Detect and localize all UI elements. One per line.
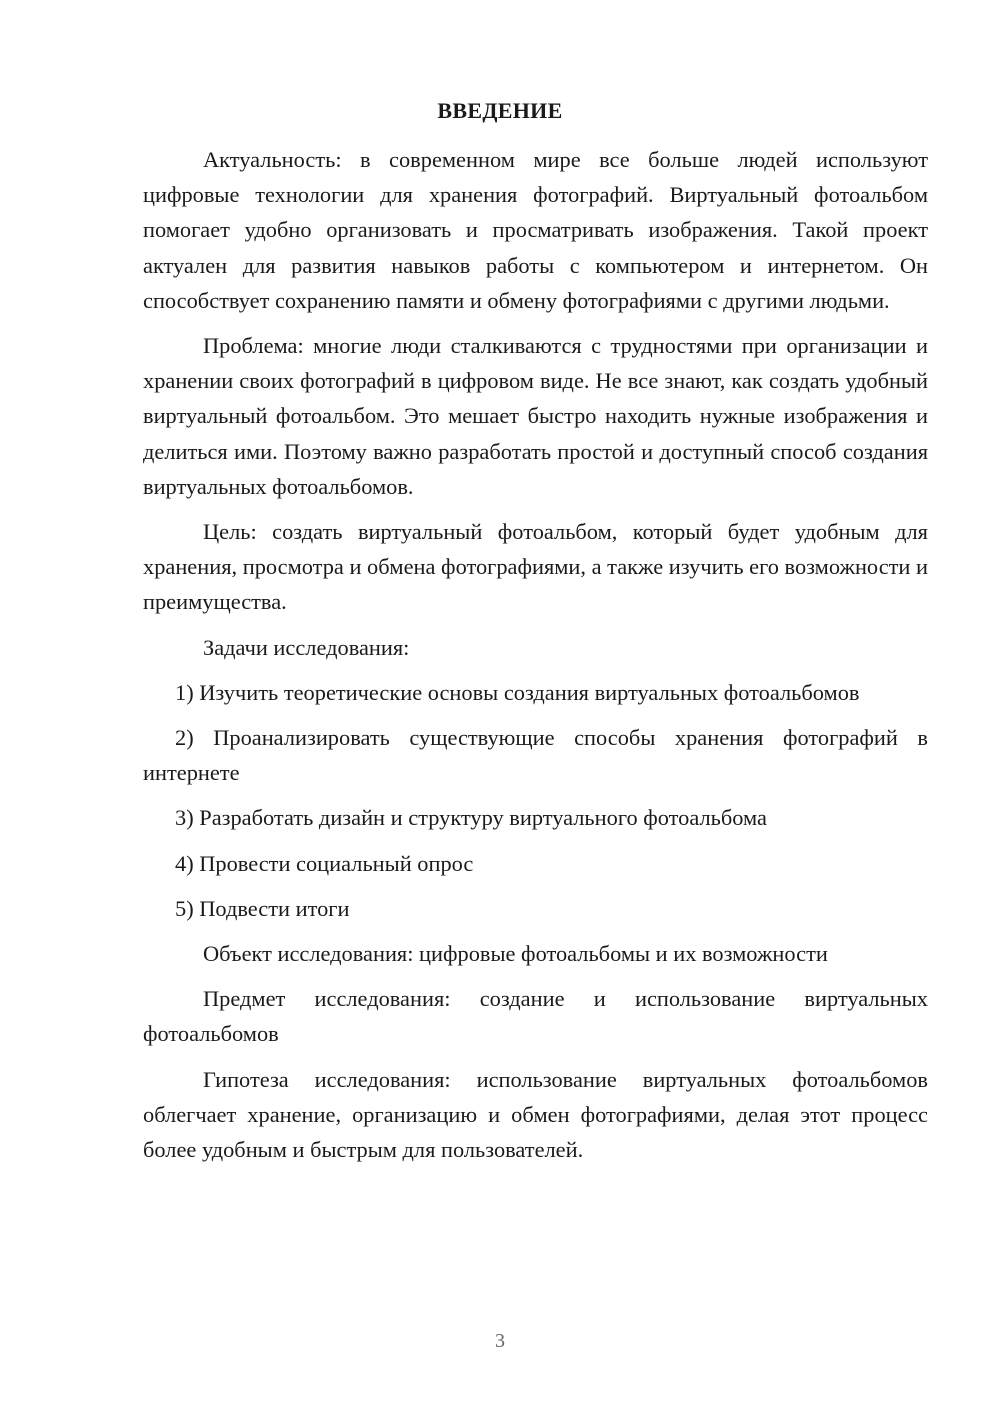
section-title: ВВЕДЕНИЕ [437,98,563,123]
list-item: 2) Проанализировать существующие способы хранения фотографий в интернете [143,725,928,786]
paragraph-hypothesis: Гипотеза исследования: использование виртуальных фотоальбомов облегчает хранение, организацию и обмен фотографиями, делая этот процесс более удобным и быстрым для пользователей. [143,1066,928,1163]
paragraph-subject: Предмет исследования: создание и использование виртуальных фотоальбомов [143,986,928,1047]
tasks-heading: Задачи исследования: [203,634,410,660]
page-number: 3 [495,1330,505,1352]
list-item: 4) Провести социальный опрос [175,850,474,876]
paragraph-goal: Цель: создать виртуальный фотоальбом, который будет удобным для хранения, просмотра и обмена фотографиями, а также изучить его возможности и преимущества. [143,519,928,615]
list-item: 1) Изучить теоретические основы создания виртуальных фотоальбомов [175,679,860,705]
paragraph-problem: Проблема: многие люди сталкиваются с трудностями при организации и хранении своих фотографий в цифровом виде. Не все знают, как создать удобный виртуальный фотоальбом. Это мешает быстро находить нужные изображения и делиться ими. Поэтому важно разработать простой и доступный способ создания виртуальных фотоальбомов. [143,333,928,499]
list-item: 3) Разработать дизайн и структуру виртуального фотоальбома [175,805,767,831]
paragraph-object: Объект исследования: цифровые фотоальбомы и их возможности [203,941,828,967]
document-body [143,142,928,1167]
tasks-list [143,675,928,926]
paragraph-relevance: Актуальность: в современном мире все больше людей используют цифровые технологии для хранения фотографий. Виртуальный фотоальбом помогает удобно организовать и просматривать изображения. Такой проект актуален для развития навыков работы с компьютером и интернетом. Он способствует сохранению памяти и обмену фотографиями с другими людьми. [143,147,928,313]
list-item: 5) Подвести итоги [175,895,350,921]
